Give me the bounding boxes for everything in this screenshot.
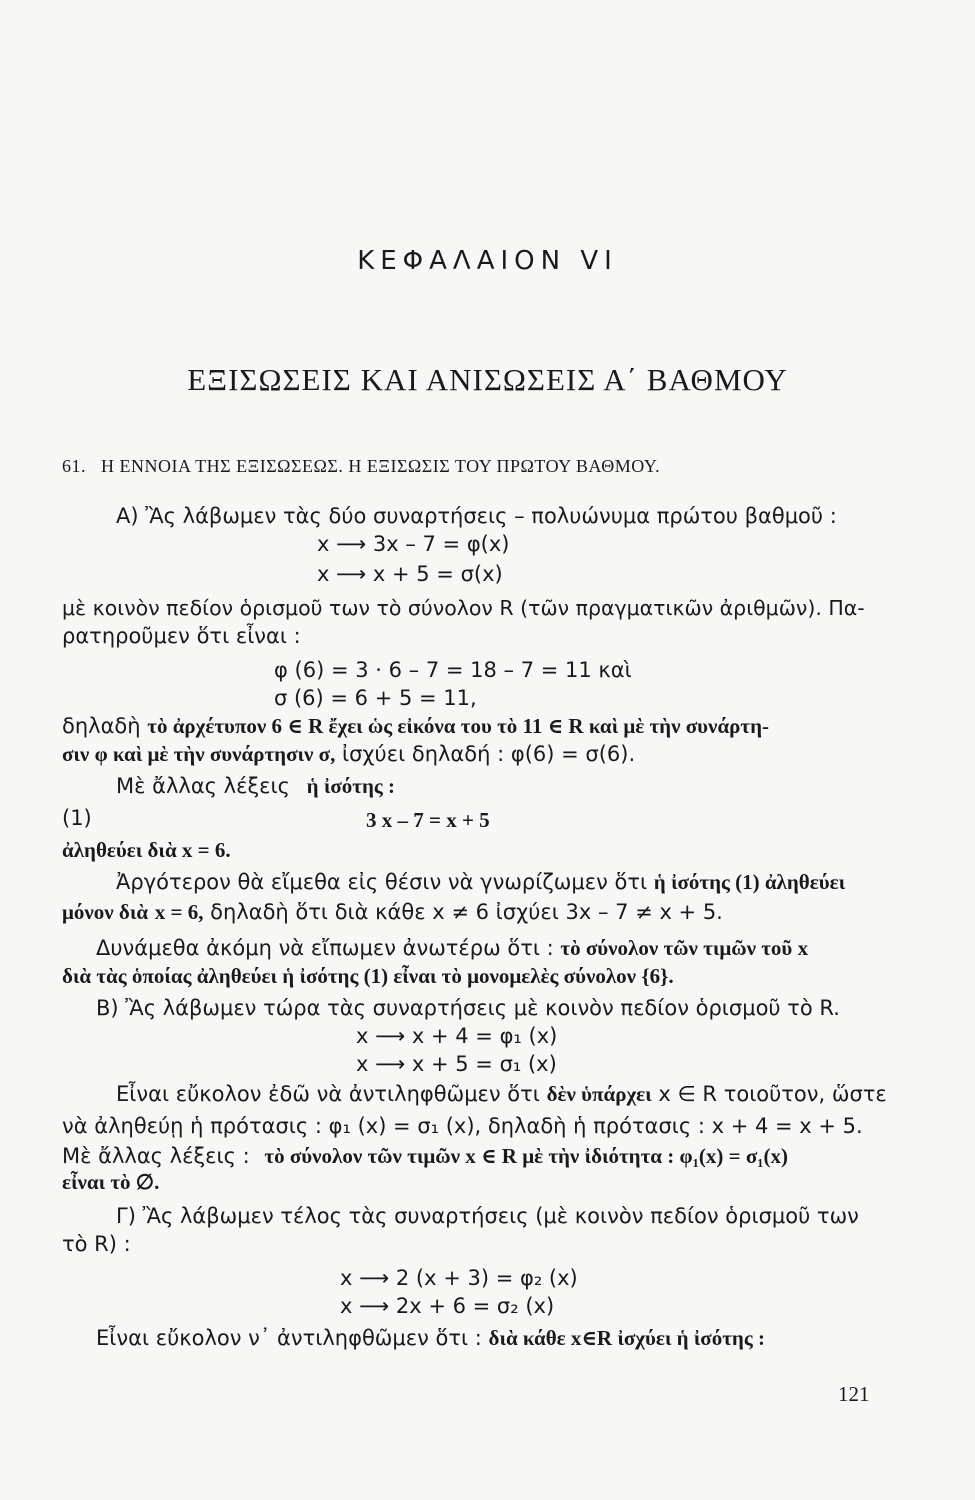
paragraph-line: Γ) Ἂς λάβωμεν τέλος τὰς συναρτήσεις (μὲ κοινὸν πεδίον ὁρισμοῦ των [116, 1204, 859, 1228]
section-title: Η ΕΝΝΟΙΑ ΤΗΣ ΕΞΙΣΩΣΕΩΣ. Η ΕΞΙΣΩΣΙΣ ΤΟΥ ΠΡΩΤΟΥ ΒΑΘΜΟΥ. [101, 456, 661, 476]
text-run: Εἶναι εὔκολον ν᾽ ἀντιληφθῶμεν ὅτι : [96, 1326, 482, 1350]
bold-text-run: τὸ σύνολον τῶν τιμῶν x ∈ R μὲ τὴν ἰδιότητα : φ₁(x) = σ₁(x) [264, 1144, 789, 1168]
bold-text-run: ἡ ἰσότης (1) ἀληθεύει [653, 870, 846, 894]
equation: 3 x – 7 = x + 5 [366, 808, 490, 832]
paragraph-line: νὰ ἀληθεύῃ ἡ πρότασις : φ₁ (x) = σ₁ (x), δηλαδὴ ἡ πρότασις : x + 4 = x + 5. [62, 1114, 863, 1138]
bold-text-run: ἡ ἰσότης : [306, 774, 395, 798]
chapter-title: ΕΞΙΣΩΣΕΙΣ ΚΑΙ ΑΝΙΣΩΣΕΙΣ Α΄ ΒΑΘΜΟΥ [187, 362, 788, 397]
text-run: Δυνάμεθα ἀκόμη νὰ εἴπωμεν ἀνωτέρω ὅτι : [96, 936, 554, 960]
formula-line: x ⟶ x + 5 = σ(x) [317, 562, 503, 586]
bold-text-run: μόνον διὰ [62, 900, 149, 924]
page-number: 121 [838, 1382, 870, 1406]
paragraph-line [62, 740, 635, 768]
text-run: Εἶναι εὔκολον ἐδῶ νὰ ἀντιληφθῶμεν ὅτι [116, 1082, 540, 1106]
equation-label: (1) [62, 806, 92, 830]
formula-line: σ (6) = 6 + 5 = 11, [274, 686, 477, 710]
paragraph-line [96, 934, 808, 962]
paragraph-line [116, 772, 395, 800]
paragraph-line: ἀληθεύει διὰ x = 6. [62, 838, 231, 862]
formula-line: x ⟶ x + 4 = φ₁ (x) [356, 1024, 558, 1048]
paragraph-line: Β) Ἂς λάβωμεν τώρα τὰς συναρτήσεις μὲ κοινὸν πεδίον ὁρισμοῦ τὸ R. [96, 996, 840, 1020]
text-run: ἰσχύει δηλαδή : φ(6) = σ(6). [342, 742, 636, 766]
text-run: δηλαδὴ ὅτι διὰ κάθε x ≠ 6 ἰσχύει 3x – 7 ≠ x + 5. [210, 900, 723, 924]
formula-line: φ (6) = 3 · 6 – 7 = 18 – 7 = 11 καὶ [274, 658, 632, 682]
paragraph-line: μὲ κοινὸν πεδίον ὁρισμοῦ των τὸ σύνολον R (τῶν πραγματικῶν ἀριθμῶν). Πα- [62, 596, 865, 620]
paragraph-line [62, 898, 723, 926]
bold-text-run: σιν φ καὶ μὲ τὴν συνάρτησιν σ, [62, 742, 336, 766]
paragraph-line [62, 712, 769, 740]
paragraph-line [116, 1080, 887, 1108]
text-run: δηλαδὴ [62, 714, 141, 738]
text-run: Μὲ ἄλλας λέξεις : [62, 1144, 250, 1168]
paragraph-line [62, 1142, 788, 1170]
bold-text-run: x = 6, [154, 900, 204, 924]
paragraph-line [116, 868, 845, 896]
text-run: Μὲ ἄλλας λέξεις [116, 774, 290, 798]
paragraph-line: διὰ τὰς ὁποίας ἀληθεύει ἡ ἰσότης (1) εἶναι τὸ μονομελὲς σύνολον {6}. [62, 964, 674, 988]
bold-text-run: διὰ κάθε x∈R ἰσχύει ἡ ἰσότης : [488, 1326, 765, 1350]
text-run: Ἀργότερον θὰ εἴμεθα εἰς θέσιν νὰ γνωρίζωμεν ὅτι [116, 870, 648, 894]
bold-text-run: δὲν ὑπάρχει [546, 1082, 652, 1106]
formula-line: x ⟶ 2x + 6 = σ₂ (x) [340, 1294, 555, 1318]
bold-text-run: τὸ ἀρχέτυπον 6 ∈ R ἔχει ὡς εἰκόνα του τὸ 11 ∈ R καὶ μὲ τὴν συνάρτη- [147, 714, 769, 738]
formula-line: x ⟶ 2 (x + 3) = φ₂ (x) [340, 1266, 578, 1290]
text-run: x ∈ R τοιοῦτον, ὥστε [658, 1082, 887, 1106]
chapter-heading: ΚΕΦΑΛΑΙΟΝ VI [357, 246, 618, 276]
formula-line: x ⟶ x + 5 = σ₁ (x) [356, 1052, 557, 1076]
formula-line: x ⟶ 3x – 7 = φ(x) [317, 532, 510, 556]
paragraph-line: τὸ R) : [62, 1232, 131, 1256]
paragraph-line: ρατηροῦμεν ὅτι εἶναι : [62, 624, 301, 648]
paragraph-line [96, 1324, 765, 1352]
paragraph-line: εἶναι τὸ ∅. [62, 1170, 160, 1194]
section-heading [62, 456, 660, 477]
section-number: 61. [62, 456, 86, 476]
bold-text-run: τὸ σύνολον τῶν τιμῶν τοῦ x [560, 936, 809, 960]
paragraph-line: Α) Ἂς λάβωμεν τὰς δύο συναρτήσεις – πολυώνυμα πρώτου βαθμοῦ : [116, 504, 837, 528]
